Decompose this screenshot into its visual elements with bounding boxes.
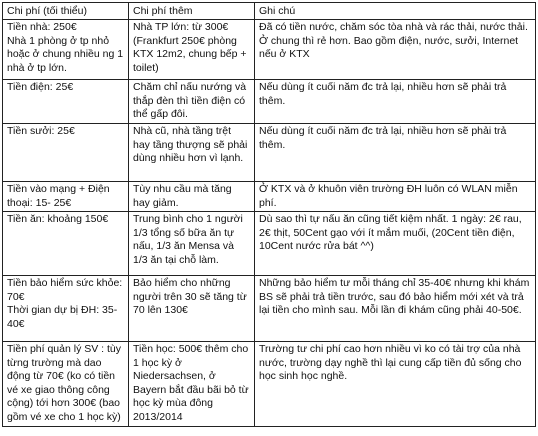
- cost-table: [2, 2, 536, 427]
- cell-notes: Nếu dùng ít cuối năm đc trả lại, nhiều hơn sẽ phải trả thêm.: [255, 80, 536, 124]
- cell-notes: Những bảo hiểm tư mỗi tháng chỉ 35-40€ nhưng khi khám BS sẽ phải trả tiền trước, sau đó bảo hiểm mới xét và trả lại tiền cho mình sau. Mỗi lần đi khám cũng phải 40-50€.: [255, 276, 536, 342]
- table-row: [3, 20, 536, 80]
- cell-extra-cost: Nhà TP lớn: từ 300€ (Frankfurt 250€ phòng KTX 12m2, chung bếp + toilet): [129, 20, 255, 80]
- header-min-cost: Chi phí (tối thiểu): [3, 3, 129, 20]
- cell-extra-cost: Trung bình cho 1 người 1/3 tổng số bữa ăn tự nấu, 1/3 ăn Mensa và 1/3 ăn tại chỗ làm.: [129, 212, 255, 276]
- table-row: [3, 80, 536, 124]
- cell-notes: Trường tư chi phí cao hơn nhiều vì ko có tài trợ của nhà nước, trường dạy nghề thì lại cung cấp tiền đủ sống cho học sinh học nghề.: [255, 342, 536, 427]
- cell-min-cost: Tiền điện: 25€: [3, 80, 129, 124]
- cell-min-cost: Tiền sưởi: 25€: [3, 124, 129, 182]
- cell-extra-cost: Chăm chỉ nấu nướng và thắp đèn thì tiền điện có thể gấp đôi.: [129, 80, 255, 124]
- cell-notes: Đã có tiền nước, chăm sóc tòa nhà và rác thải, nước thải. Ở chung thì rẻ hơn. Bao gồm điện, nước, sưởi, Internet nếu ở KTX: [255, 20, 536, 80]
- cell-extra-cost: Nhà cũ, nhà tầng trệt hay tầng thượng sẽ phải dùng nhiều hơn vì lạnh.: [129, 124, 255, 182]
- table-header-row: [3, 3, 536, 20]
- table-row: [3, 182, 536, 212]
- cell-extra-cost: Bảo hiểm cho những người trên 30 sẽ tăng từ 70 lên 130€: [129, 276, 255, 342]
- cell-notes: Ở KTX và ở khuôn viên trường ĐH luôn có WLAN miễn phí.: [255, 182, 536, 212]
- table-row: [3, 276, 536, 342]
- table-row: [3, 212, 536, 276]
- cell-notes: Nếu dùng ít cuối năm đc trả lại, nhiều hơn sẽ phải trả thêm.: [255, 124, 536, 182]
- header-notes: Ghi chú: [255, 3, 536, 20]
- table-row: [3, 342, 536, 427]
- cell-min-cost: Tiền vào mạng + Điện thoại: 15- 25€: [3, 182, 129, 212]
- cell-extra-cost: Tùy nhu cầu mà tăng hay giảm.: [129, 182, 255, 212]
- cell-min-cost: Tiền nhà: 250€ Nhà 1 phòng ở tp nhỏ hoặc ở chung nhiều ng 1 nhà ở tp lớn.: [3, 20, 129, 80]
- cell-min-cost: Tiền bảo hiểm sức khỏe: 70€ Thời gian dự bị ĐH: 35-40€: [3, 276, 129, 342]
- cell-extra-cost: Tiền học: 500€ thêm cho 1 học kỳ ở Niedersachsen, ở Bayern bắt đầu bãi bỏ từ học kỳ mùa đông 2013/2014: [129, 342, 255, 427]
- header-extra-cost: Chi phí thêm: [129, 3, 255, 20]
- cell-min-cost: Tiền phí quản lý SV : tùy từng trường mà dao động từ 70€ (ko có tiền vé xe giao thông công cộng) tới hơn 300€ (bao gồm vé xe cho 1 học kỳ): [3, 342, 129, 427]
- table-row: [3, 124, 536, 182]
- cell-notes: Dù sao thì tự nấu ăn cũng tiết kiệm nhất. 1 ngày: 2€ rau, 2€ thịt, 50Cent gạo với ít mắm muối, (20Cent tiền điện, 10Cent nước rửa bát ^^): [255, 212, 536, 276]
- cell-min-cost: Tiền ăn: khoảng 150€: [3, 212, 129, 276]
